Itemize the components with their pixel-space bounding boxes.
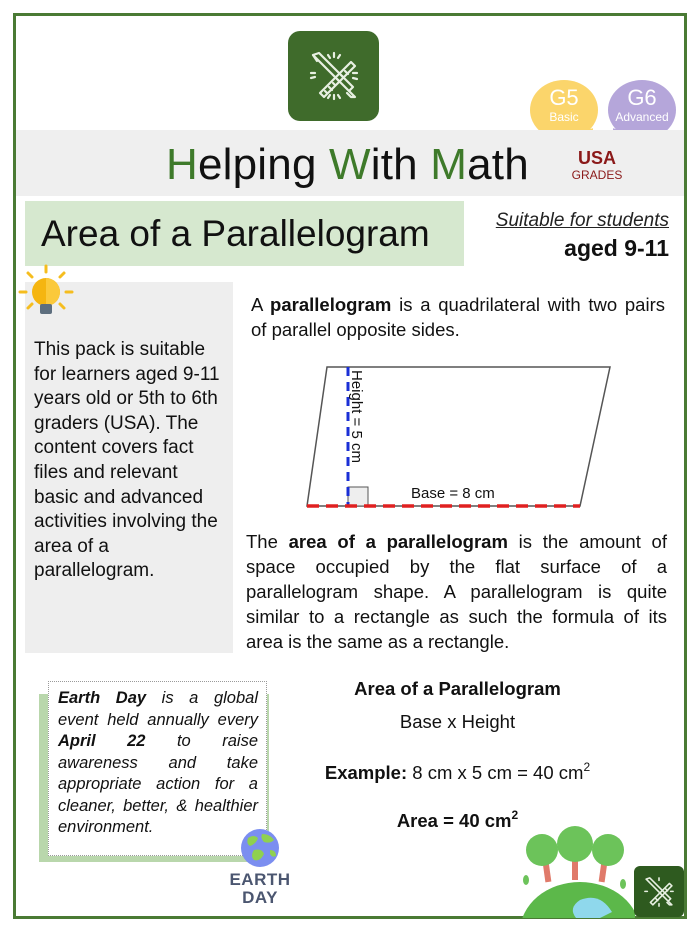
grade-level: G6 (627, 85, 657, 110)
info-text: This pack is suitable for learners aged 9-11 years old or 5th to 6th graders (USA). The content covers fact files and relevant basic and advanced activities involving the area of a parallelogram. (34, 339, 220, 582)
intro-term: parallelogram (270, 294, 392, 315)
height-label: Height = 5 cm (348, 370, 365, 463)
base-label: Base = 8 cm (411, 485, 495, 502)
earth-day-text: is a global event held annually every (58, 689, 259, 729)
intro-suffix: is a quadrilateral with two pairs of parallel opposite sides. (251, 294, 665, 340)
brand-title-letter: W (329, 140, 371, 189)
usa-label: USA (577, 148, 616, 168)
suitable-label: Suitable for students (495, 210, 669, 231)
usa-grades-label (570, 148, 624, 182)
brand-title-letter: H (166, 140, 198, 189)
brand-title-letter: M (430, 140, 468, 189)
result-exponent: 2 (511, 808, 519, 822)
example-expression: 8 cm x 5 cm = 40 cm (407, 762, 584, 783)
globe-icon (240, 828, 280, 868)
earth-day-date: April 22 (58, 732, 146, 750)
grade-level: G5 (549, 85, 579, 110)
pencil-ruler-logo-icon (634, 866, 684, 917)
page-title: Area of a Parallelogram (41, 213, 430, 254)
area-desc-term: area of a parallelogram (288, 531, 508, 552)
earth-day-badge-line: DAY (242, 888, 278, 907)
area-desc-prefix: The (246, 531, 289, 552)
earth-day-badge (228, 871, 292, 907)
grade-label: Advanced (615, 110, 669, 124)
formula-block (300, 678, 615, 832)
area-description (246, 529, 667, 654)
example-label: Example: (324, 762, 408, 783)
grades-label: GRADES (571, 168, 623, 182)
lightbulb-icon (14, 262, 78, 326)
parallelogram-diagram (300, 360, 680, 515)
formula-example (300, 760, 615, 784)
brand-title-text: ath (467, 140, 529, 189)
age-label: aged 9-11 (564, 235, 669, 261)
earth-day-card (48, 681, 267, 856)
earth-day-text: to raise awareness and take appropriate action for a cleaner, better, & healthier environment. (58, 732, 258, 836)
area-desc-suffix: is the amount of space occupied by the flat surface of a parallelogram shape. A parallelogram is quite similar to a rectangle as such the formula of its area is the same as a rectangle. (246, 531, 667, 652)
example-exponent: 2 (583, 760, 591, 774)
brand-title-text: ith (370, 140, 431, 189)
earth-day-badge-line: EARTH (229, 870, 291, 889)
trees-on-earth-icon (520, 822, 635, 918)
formula-heading: Area of a Parallelogram (354, 678, 561, 699)
intro-paragraph (251, 292, 665, 342)
intro-prefix: A (251, 294, 271, 315)
brand-title-text: elping (197, 140, 330, 189)
grade-label: Basic (549, 110, 579, 124)
formula-expression: Base x Height (399, 711, 516, 732)
pencil-ruler-logo-icon (288, 31, 379, 121)
info-panel (25, 282, 233, 653)
earth-day-term: Earth Day (58, 689, 147, 707)
result-text: Area = 40 cm (396, 810, 512, 831)
brand-title (166, 140, 529, 190)
page-title-box (25, 201, 464, 266)
suitability-note (496, 210, 669, 262)
